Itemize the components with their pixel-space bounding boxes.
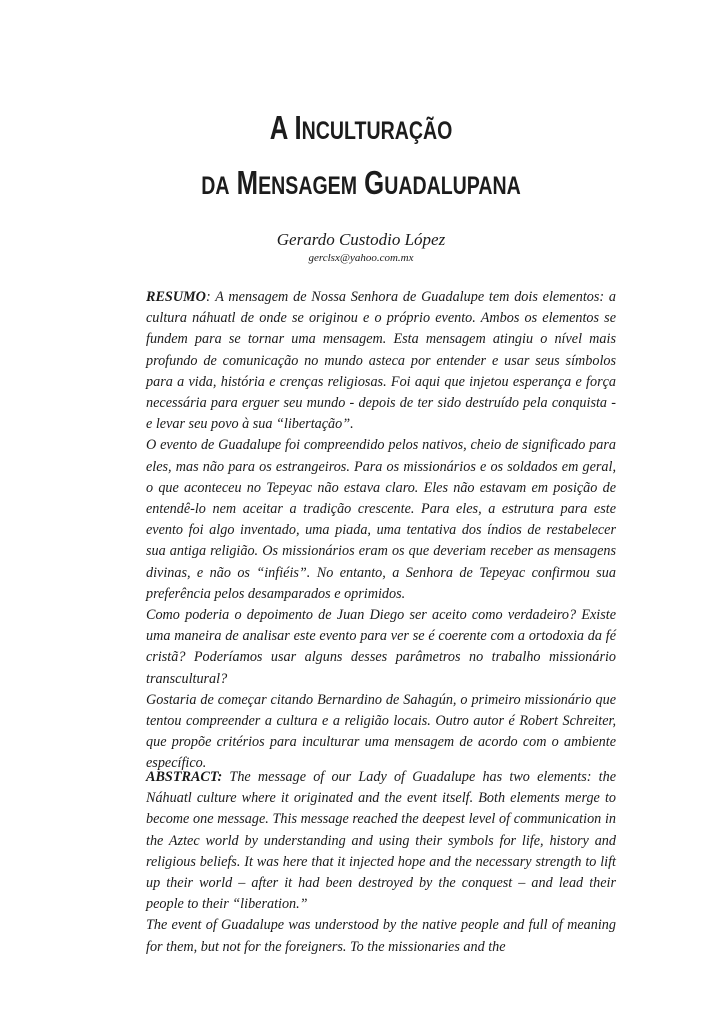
resumo-paragraph-3: Como poderia o depoimento de Juan Diego ser aceito como verdadeiro? Existe uma maneira de analisar este evento para ver se é coerente com a ortodoxia da fé cristã? Poderíamos usar alguns desses parâmetros no trabalho missionário transcultural? <box>146 607 616 687</box>
author-name: Gerardo Custodio López <box>276 230 446 249</box>
title-line-1 <box>79 108 642 151</box>
title-initial-i: I <box>294 109 302 146</box>
title-word-guadalupana: UADALUPANA <box>384 172 521 200</box>
resumo-section <box>146 287 616 775</box>
resumo-paragraph-4: Gostaria de começar citando Bernardino de Sahagún, o primeiro missionário que tentou compreender a cultura e a religião locais. Outro autor é Robert Schreiter, que propõe critérios para inculturar uma mensagem de acordo com o ambiente específico. <box>146 691 616 772</box>
abstract-paragraph-2: The event of Guadalupe was understood by the native people and full of meaning for them, but not for the foreigners. To the missionaries and the <box>146 917 616 955</box>
resumo-paragraph-2: O evento de Guadalupe foi compreendido pelos nativos, cheio de significado para eles, mas não para os estrangeiros. Para os missionários e os soldados em geral, o que aconteceu no Tepeyac não estava claro. Eles não estavam em posição de entendê-lo nem aceitar a tradição crescente. Para eles, a estrutura para este evento foi algo inventado, uma piada, uma tentativa dos índios de restabelecer sua antiga religião. Os missionários eram os que deveriam receber as mensagens divinas, e não os “infiéis”. No entanto, a Senhora de Tepeyac confirmou sua preferência pelos desamparados e oprimidos. <box>146 437 616 602</box>
title-word-mensagem: ENSAGEM <box>258 172 358 200</box>
abstract-paragraph-1 <box>146 767 616 915</box>
title-word-inculturacao: NCULTURAÇÃO <box>301 117 453 145</box>
resumo-paragraph-1 <box>146 287 616 435</box>
title-initial-m: M <box>236 164 259 201</box>
title-initial-g: G <box>364 164 385 201</box>
author-email: gerclsx@yahoo.com.mx <box>308 252 414 264</box>
resumo-paragraph-1-text: : A mensagem de Nossa Senhora de Guadalupe tem dois elementos: a cultura náhuatl de onde se originou e o próprio evento. Ambos os elementos se fundem para se tornar uma mensagem. Esta mensagem atingiu o nível mais profundo de comunicação no mundo asteca por entender e usar seus símbolos para a vida, história e crenças religiosas. Foi aqui que injetou esperança e força necessária para erguer seu mundo - depois de ter sido destruído pela conquista - e levar seu povo à sua “libertação”. <box>146 289 616 433</box>
resumo-label: RESUMO <box>146 289 206 305</box>
abstract-section <box>146 767 616 958</box>
abstract-label: ABSTRACT: <box>146 769 223 785</box>
title-word-a: A <box>269 109 288 146</box>
title-word-da: DA <box>201 172 230 200</box>
title-line-2 <box>79 163 642 206</box>
abstract-paragraph-1-text: The message of our Lady of Guadalupe has two elements: the Náhuatl culture where it originated and the event itself. Both elements merge to become one message. This message reached the deepest level of communication in the Aztec world by understanding and using their symbols for life, history and religious beliefs. It was here that it injected hope and the necessary strength to lift up their world – after it had been destroyed by the conquest – and lead their people to their “liberation.” <box>146 769 616 913</box>
